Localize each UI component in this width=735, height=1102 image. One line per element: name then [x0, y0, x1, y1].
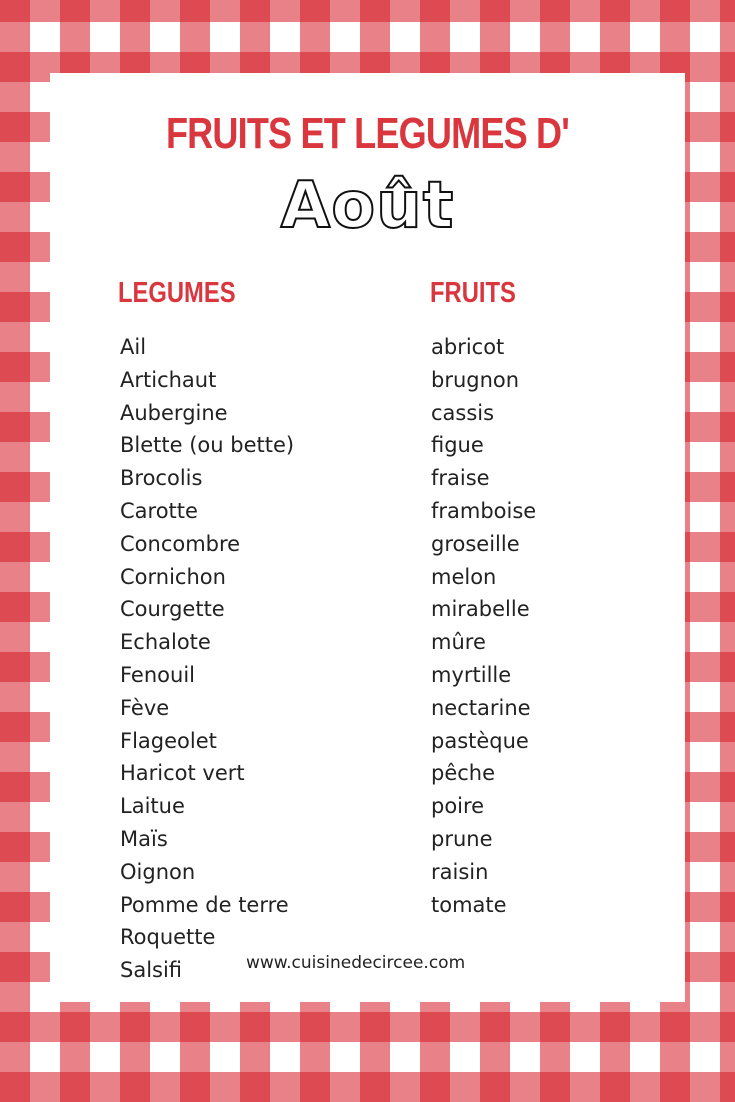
legume-item: Fenouil: [120, 662, 195, 687]
fruits-list: [431, 331, 536, 921]
legume-item: Carotte: [120, 498, 198, 523]
fruit-item: raisin: [431, 859, 489, 884]
fruit-item: mûre: [431, 630, 486, 655]
fruit-item: pastèque: [431, 728, 529, 753]
legume-item: Roquette: [120, 925, 216, 950]
fruit-item: cassis: [431, 400, 495, 425]
fruit-item: tomate: [431, 892, 507, 917]
legume-item: Haricot vert: [120, 761, 245, 786]
legume-item: Brocolis: [120, 466, 203, 491]
legumes-heading: LEGUMES: [118, 277, 236, 309]
fruit-item: nectarine: [431, 695, 531, 720]
legume-item: Fève: [120, 695, 170, 720]
fruit-item: mirabelle: [431, 597, 530, 622]
legume-item: Concombre: [120, 531, 241, 556]
legume-item: Cornichon: [120, 564, 226, 589]
legume-item: Echalote: [120, 630, 211, 655]
poster-card: [50, 73, 685, 1002]
fruit-item: pêche: [431, 761, 496, 786]
legume-item: Salsifi: [120, 958, 183, 983]
legume-item: Ail: [120, 335, 147, 359]
fruit-item: figue: [431, 433, 484, 458]
fruit-item: framboise: [431, 498, 537, 523]
fruit-item: groseille: [431, 531, 520, 556]
legume-item: Maïs: [120, 826, 168, 851]
legumes-list: [120, 331, 294, 987]
legume-item: Pomme de terre: [120, 892, 289, 917]
legume-item: Courgette: [120, 597, 225, 622]
fruits-heading: FRUITS: [430, 277, 516, 309]
legume-item: Aubergine: [120, 400, 228, 425]
fruit-item: abricot: [431, 335, 505, 359]
fruit-item: fraise: [431, 466, 490, 491]
website-url: www.cuisinedecircee.com: [246, 953, 466, 973]
fruit-item: melon: [431, 564, 497, 589]
title-month: Août: [280, 169, 455, 243]
legume-item: Artichaut: [120, 367, 217, 392]
fruit-item: brugnon: [431, 367, 520, 392]
fruit-item: poire: [431, 794, 485, 819]
title-line1: FRUITS ET LEGUMES D': [165, 109, 570, 158]
fruit-item: myrtille: [431, 662, 512, 687]
legume-item: Oignon: [120, 859, 196, 884]
legume-item: Blette (ou bette): [120, 433, 295, 458]
legume-item: Flageolet: [120, 728, 217, 753]
fruit-item: prune: [431, 826, 493, 851]
legume-item: Laitue: [120, 794, 185, 819]
